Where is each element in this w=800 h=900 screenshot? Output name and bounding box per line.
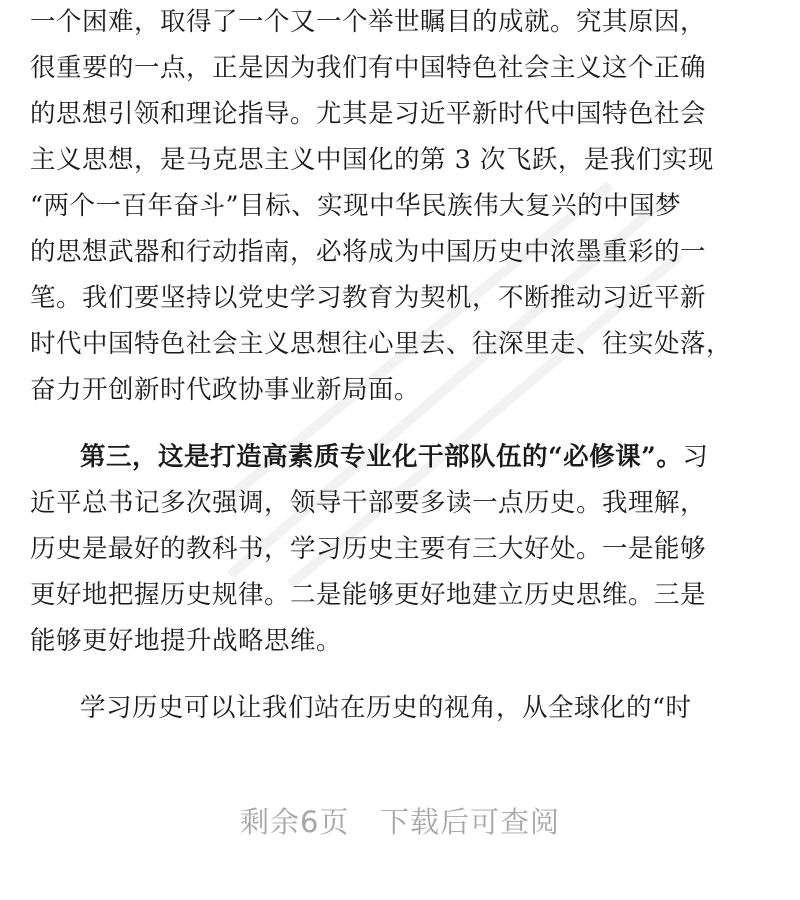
remaining-pages-notice[interactable] (0, 800, 800, 841)
body-line: 奋力开创新时代政协事业新局面。 (30, 375, 421, 405)
body-line: 一个困难，取得了一个又一个举世瞩目的成就。究其原因， (30, 7, 707, 37)
body-line: 时代中国特色社会主义思想往心里去、往深里走、往实处落， (30, 329, 733, 359)
body-line: 更好地把握历史规律。二是能够更好地建立历史思维。三是 (30, 580, 707, 610)
body-line: 近平总书记多次强调，领导干部要多读一点历史。我理解， (30, 488, 707, 518)
body-line: 历史是最好的教科书，学习历史主要有三大好处。一是能够 (30, 534, 707, 564)
remaining-pages-label: 剩余6页 (239, 805, 350, 839)
body-line: 很重要的一点，正是因为我们有中国特色社会主义这个正确 (30, 53, 707, 83)
body-text: 习 (682, 442, 709, 472)
body-line: 能够更好地提升战略思维。 (30, 626, 343, 656)
body-line: 主义思想，是马克思主义中国化的第 3 次飞跃，是我们实现 (30, 145, 714, 175)
section-heading: 第三，这是打造高素质专业化干部队伍的“必修课”。 (80, 442, 683, 472)
body-line: “两个一百年奋斗”目标、实现中华民族伟大复兴的中国梦 (30, 191, 682, 221)
section-heading-line (80, 441, 775, 473)
download-hint-label: 下载后可查阅 (380, 805, 561, 839)
body-line: 学习历史可以让我们站在历史的视角，从全球化的“时 (80, 693, 692, 723)
body-line: 的思想武器和行动指南，必将成为中国历史中浓墨重彩的一 (30, 237, 707, 267)
body-line: 笔。我们要坚持以党史学习教育为契机，不断推动习近平新 (30, 283, 707, 313)
body-line: 的思想引领和理论指导。尤其是习近平新时代中国特色社会 (30, 99, 707, 129)
